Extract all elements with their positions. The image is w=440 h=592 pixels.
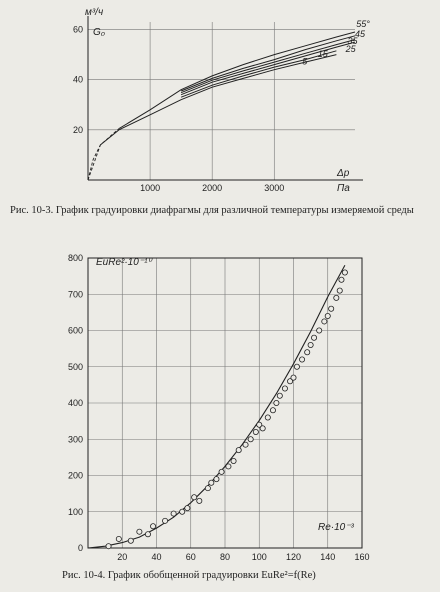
data-point — [137, 529, 142, 534]
data-point — [209, 480, 214, 485]
data-point — [185, 506, 190, 511]
chart1-ticks — [73, 25, 284, 193]
x-tick-label: 140 — [320, 552, 336, 562]
data-point — [150, 524, 155, 529]
data-point — [180, 509, 185, 514]
y-tick-label: 100 — [67, 506, 83, 517]
chart1-grid — [88, 22, 355, 180]
data-point — [236, 448, 241, 453]
y-axis-label: EuRe²·10⁻¹⁰ — [96, 257, 152, 268]
calibration-chart — [0, 0, 440, 200]
data-point — [197, 498, 202, 503]
data-point — [294, 364, 299, 369]
data-point — [325, 313, 330, 318]
chart2-points — [106, 270, 348, 549]
curve-extrapolated — [88, 129, 119, 180]
data-point — [253, 429, 258, 434]
data-point — [334, 295, 339, 300]
data-point — [231, 458, 236, 463]
data-point — [299, 357, 304, 362]
x-tick-label: 160 — [354, 552, 370, 562]
curve-label: 45 — [355, 29, 366, 40]
chart2-grid — [88, 258, 362, 548]
data-point — [311, 335, 316, 340]
data-point — [145, 532, 150, 537]
data-point — [219, 469, 224, 474]
y-tick-label: 500 — [67, 361, 83, 372]
data-point — [214, 477, 219, 482]
figure1-caption: Рис. 10-3. График градуировки диафрагмы для различной температуры измеряемой среды — [10, 205, 414, 216]
chart2-ticks — [68, 253, 370, 562]
x-axis-symbol: Δp — [337, 168, 350, 179]
y-tick-label: 60 — [72, 24, 83, 35]
data-point — [329, 306, 334, 311]
y-tick-label: 600 — [67, 325, 83, 336]
data-point — [116, 536, 121, 541]
data-point — [322, 319, 327, 324]
data-point — [274, 400, 279, 405]
curve-label: 5 — [302, 56, 308, 67]
data-point — [260, 426, 265, 431]
y-tick-label: 200 — [67, 470, 83, 481]
x-tick-label: 20 — [117, 552, 128, 562]
curve-5 — [100, 55, 336, 145]
chart2-fit-line — [88, 265, 345, 548]
curve-label: 35 — [347, 35, 358, 46]
data-point — [282, 386, 287, 391]
data-point — [342, 270, 347, 275]
x-tick-label: 40 — [151, 552, 162, 562]
y-tick-label: 800 — [67, 253, 83, 263]
data-point — [226, 464, 231, 469]
curve-label: 15 — [317, 49, 328, 60]
figure2-caption: Рис. 10-4. График обобщенной градуировки EuRe²=f(Re) — [62, 570, 316, 581]
data-point — [243, 442, 248, 447]
fit-curve — [88, 265, 345, 548]
data-point — [270, 408, 275, 413]
data-point — [128, 538, 133, 543]
data-point — [305, 350, 310, 355]
data-point — [291, 375, 296, 380]
data-point — [106, 544, 111, 549]
curve-label: 55° — [356, 19, 370, 30]
data-point — [162, 518, 167, 523]
x-tick-label: 60 — [185, 552, 196, 562]
x-tick-label: 1000 — [140, 183, 161, 193]
chart1-axes — [88, 16, 363, 180]
data-point — [277, 393, 282, 398]
curve-label: 25 — [345, 44, 356, 55]
y-tick-label: 20 — [72, 124, 83, 135]
data-point — [265, 415, 270, 420]
y-axis-unit: м³/ч — [85, 7, 104, 18]
generalized-calibration-chart — [0, 236, 440, 566]
data-point — [171, 511, 176, 516]
chart1-curves — [88, 32, 355, 180]
origin-label: 0 — [77, 543, 83, 553]
y-tick-label: 400 — [67, 398, 83, 408]
x-axis-unit: Па — [337, 183, 350, 194]
y-tick-label: 40 — [72, 74, 83, 85]
x-tick-label: 100 — [251, 552, 267, 562]
x-tick-label: 2000 — [202, 183, 223, 193]
chart1-curve-labels — [302, 19, 370, 67]
data-point — [337, 288, 342, 293]
x-tick-label: 120 — [285, 552, 302, 562]
x-tick-label: 3000 — [264, 183, 285, 193]
data-point — [317, 328, 322, 333]
y-axis-symbol: G₀ — [93, 27, 105, 38]
x-axis-label: Re·10⁻³ — [318, 522, 354, 533]
data-point — [308, 342, 313, 347]
data-point — [205, 486, 210, 491]
y-tick-label: 700 — [67, 289, 83, 300]
x-tick-label: 80 — [219, 552, 231, 562]
data-point — [192, 495, 197, 500]
y-tick-label: 300 — [67, 434, 83, 445]
data-point — [339, 277, 344, 282]
data-point — [248, 437, 253, 442]
